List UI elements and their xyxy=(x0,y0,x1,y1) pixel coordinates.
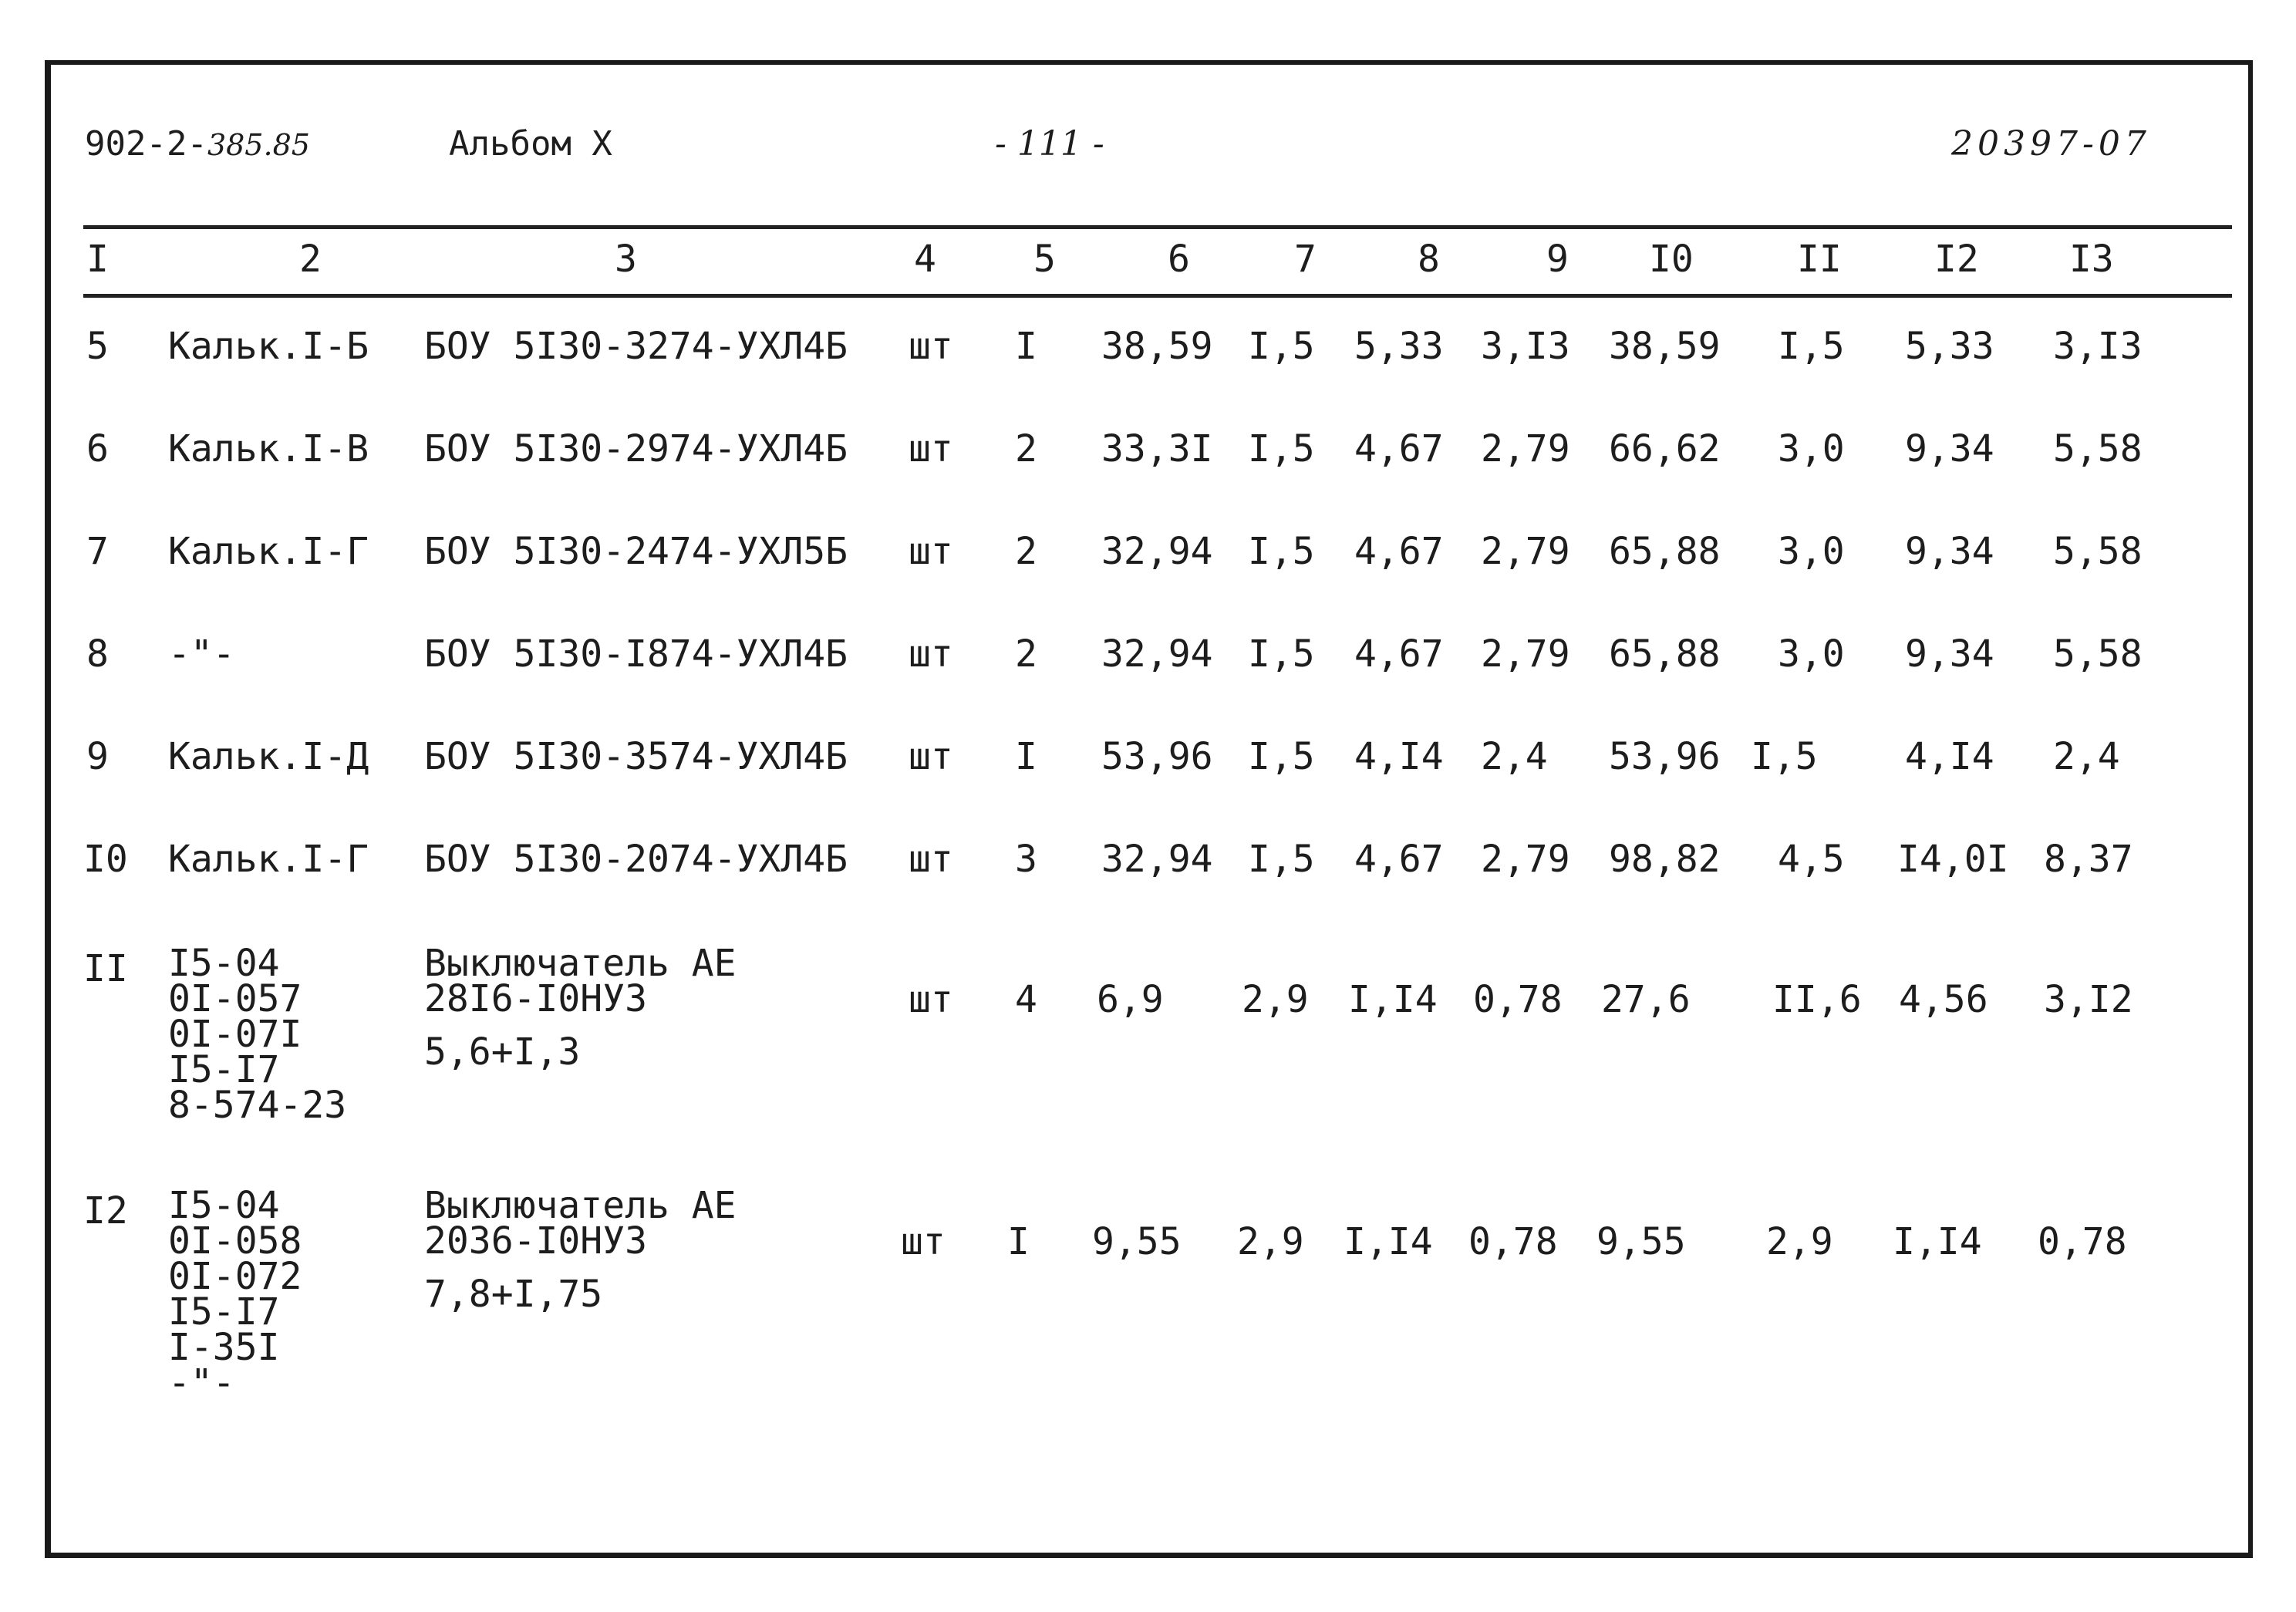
cell-col8: 4,67 xyxy=(1354,838,1444,881)
cell-col8: I,I4 xyxy=(1344,1220,1433,1263)
cell-quantity: I xyxy=(1007,1220,1030,1263)
col-header: 8 xyxy=(1418,238,1440,281)
cell-item-number: 5 xyxy=(86,325,109,368)
cell-col10: 66,62 xyxy=(1609,427,1721,470)
cell-col7: 2,9 xyxy=(1237,1220,1304,1263)
cell-col11: II,6 xyxy=(1772,978,1862,1021)
cell-col6: 33,3I xyxy=(1101,427,1213,470)
col-header: 2 xyxy=(299,238,322,281)
cell-col7: I,5 xyxy=(1248,838,1315,881)
cell-col11: 3,0 xyxy=(1778,530,1845,573)
cell-col13: 5,58 xyxy=(2053,427,2143,470)
cell-reference: Кальк.I-Г xyxy=(168,530,369,573)
col-header: I3 xyxy=(2069,238,2114,281)
document-code: 20397-07 xyxy=(1951,124,2151,164)
cell-description-note: 7,8+I,75 xyxy=(424,1273,603,1316)
cell-col6: 32,94 xyxy=(1101,530,1213,573)
cell-col11: 4,5 xyxy=(1778,838,1845,881)
cell-col11: I,5 xyxy=(1751,735,1818,778)
cell-col11: 2,9 xyxy=(1766,1220,1833,1263)
cell-unit: шт xyxy=(909,838,953,881)
cell-col9: 2,79 xyxy=(1481,530,1570,573)
cell-col6: 32,94 xyxy=(1101,632,1213,676)
col-header: I2 xyxy=(1934,238,1979,281)
cell-col6: 38,59 xyxy=(1101,325,1213,368)
cell-col13: 3,I2 xyxy=(2044,978,2133,1021)
cell-description: Выключатель АЕ 28I6-I0НУЗ xyxy=(424,942,737,1020)
cell-col9: 2,79 xyxy=(1481,632,1570,676)
page-number: - 111 - xyxy=(995,124,1104,164)
cell-col11: 3,0 xyxy=(1778,632,1845,676)
cell-col7: I,5 xyxy=(1248,530,1315,573)
cell-description: БОУ 5I30-I874-УХЛ4Б xyxy=(424,632,848,676)
col-header: 5 xyxy=(1033,238,1056,281)
cell-col11: I,5 xyxy=(1778,325,1845,368)
cell-item-number: II xyxy=(83,947,128,990)
cell-item-number: I2 xyxy=(83,1189,128,1233)
designation: 902-2-385.85 xyxy=(85,124,310,164)
cell-col10: 9,55 xyxy=(1596,1220,1686,1263)
cell-reference: I5-04 0I-057 0I-07I I5-I7 8-574-23 xyxy=(168,942,347,1127)
cell-col6: 9,55 xyxy=(1092,1220,1182,1263)
cell-col10: 65,88 xyxy=(1609,530,1721,573)
cell-col10: 27,6 xyxy=(1601,978,1691,1021)
cell-item-number: 8 xyxy=(86,632,109,676)
cell-unit: шт xyxy=(909,978,953,1021)
col-header: 9 xyxy=(1546,238,1569,281)
col-header: 6 xyxy=(1168,238,1190,281)
cell-col6: 53,96 xyxy=(1101,735,1213,778)
cell-unit: шт xyxy=(901,1220,946,1263)
cell-description: БОУ 5I30-2474-УХЛ5Б xyxy=(424,530,848,573)
cell-reference: -"- xyxy=(168,632,235,676)
cell-description: БОУ 5I30-2074-УХЛ4Б xyxy=(424,838,848,881)
cell-col12: 9,34 xyxy=(1905,530,1994,573)
cell-col13: 5,58 xyxy=(2053,530,2143,573)
cell-col12: 9,34 xyxy=(1905,427,1994,470)
cell-col12: 9,34 xyxy=(1905,632,1994,676)
cell-quantity: 2 xyxy=(1015,632,1037,676)
cell-col13: 5,58 xyxy=(2053,632,2143,676)
cell-item-number: 9 xyxy=(86,735,109,778)
cell-reference: Кальк.I-Д xyxy=(168,735,369,778)
cell-quantity: 3 xyxy=(1015,838,1037,881)
col-header: 3 xyxy=(615,238,637,281)
cell-col13: 2,4 xyxy=(2053,735,2120,778)
cell-col10: 38,59 xyxy=(1609,325,1721,368)
col-header: I0 xyxy=(1649,238,1694,281)
cell-quantity: 4 xyxy=(1015,978,1037,1021)
cell-col8: 4,I4 xyxy=(1354,735,1444,778)
col-header: I xyxy=(86,238,109,281)
cell-col12: 4,I4 xyxy=(1905,735,1994,778)
cell-col9: 3,I3 xyxy=(1481,325,1570,368)
cell-col8: 4,67 xyxy=(1354,530,1444,573)
cell-description: БОУ 5I30-3574-УХЛ4Б xyxy=(424,735,848,778)
cell-col13: 0,78 xyxy=(2038,1220,2127,1263)
header-rule-top xyxy=(83,225,2232,229)
cell-unit: шт xyxy=(909,530,953,573)
cell-unit: шт xyxy=(909,735,953,778)
cell-unit: шт xyxy=(909,427,953,470)
cell-description: Выключатель АЕ 2036-I0НУЗ xyxy=(424,1184,737,1263)
cell-col7: I,5 xyxy=(1248,735,1315,778)
cell-item-number: 7 xyxy=(86,530,109,573)
cell-reference: I5-04 0I-058 0I-072 I5-I7 I-35I -"- xyxy=(168,1184,302,1405)
cell-col7: I,5 xyxy=(1248,632,1315,676)
header-rule-bottom xyxy=(83,294,2232,298)
cell-unit: шт xyxy=(909,632,953,676)
cell-col8: 4,67 xyxy=(1354,427,1444,470)
cell-col10: 53,96 xyxy=(1609,735,1721,778)
cell-unit: шт xyxy=(909,325,953,368)
cell-col9: 0,78 xyxy=(1468,1220,1558,1263)
cell-col11: 3,0 xyxy=(1778,427,1845,470)
cell-reference: Кальк.I-Г xyxy=(168,838,369,881)
cell-col7: I,5 xyxy=(1248,427,1315,470)
cell-col13: 3,I3 xyxy=(2053,325,2143,368)
cell-quantity: I xyxy=(1015,325,1037,368)
cell-col10: 65,88 xyxy=(1609,632,1721,676)
cell-col8: 5,33 xyxy=(1354,325,1444,368)
cell-item-number: 6 xyxy=(86,427,109,470)
cell-col12: I,I4 xyxy=(1893,1220,1982,1263)
cell-description-note: 5,6+I,3 xyxy=(424,1030,581,1074)
col-header: II xyxy=(1797,238,1842,281)
cell-item-number: I0 xyxy=(83,838,128,881)
album-title: Альбом X xyxy=(449,124,612,164)
cell-col7: I,5 xyxy=(1248,325,1315,368)
cell-quantity: 2 xyxy=(1015,427,1037,470)
cell-quantity: 2 xyxy=(1015,530,1037,573)
col-header: 4 xyxy=(914,238,936,281)
page-frame xyxy=(45,60,2253,1558)
cell-col6: 32,94 xyxy=(1101,838,1213,881)
cell-col9: 2,79 xyxy=(1481,427,1570,470)
cell-description: БОУ 5I30-3274-УХЛ4Б xyxy=(424,325,848,368)
cell-col8: I,I4 xyxy=(1348,978,1438,1021)
cell-col9: 2,79 xyxy=(1481,838,1570,881)
cell-col12: 5,33 xyxy=(1905,325,1994,368)
cell-reference: Кальк.I-В xyxy=(168,427,369,470)
cell-col12: 4,56 xyxy=(1899,978,1988,1021)
cell-col12: I4,0I xyxy=(1897,838,2009,881)
cell-reference: Кальк.I-Б xyxy=(168,325,369,368)
cell-col9: 0,78 xyxy=(1473,978,1563,1021)
cell-quantity: I xyxy=(1015,735,1037,778)
cell-col8: 4,67 xyxy=(1354,632,1444,676)
cell-description: БОУ 5I30-2974-УХЛ4Б xyxy=(424,427,848,470)
cell-col9: 2,4 xyxy=(1481,735,1548,778)
col-header: 7 xyxy=(1294,238,1317,281)
cell-col10: 98,82 xyxy=(1609,838,1721,881)
cell-col7: 2,9 xyxy=(1242,978,1309,1021)
cell-col6: 6,9 xyxy=(1097,978,1164,1021)
cell-col13: 8,37 xyxy=(2044,838,2133,881)
